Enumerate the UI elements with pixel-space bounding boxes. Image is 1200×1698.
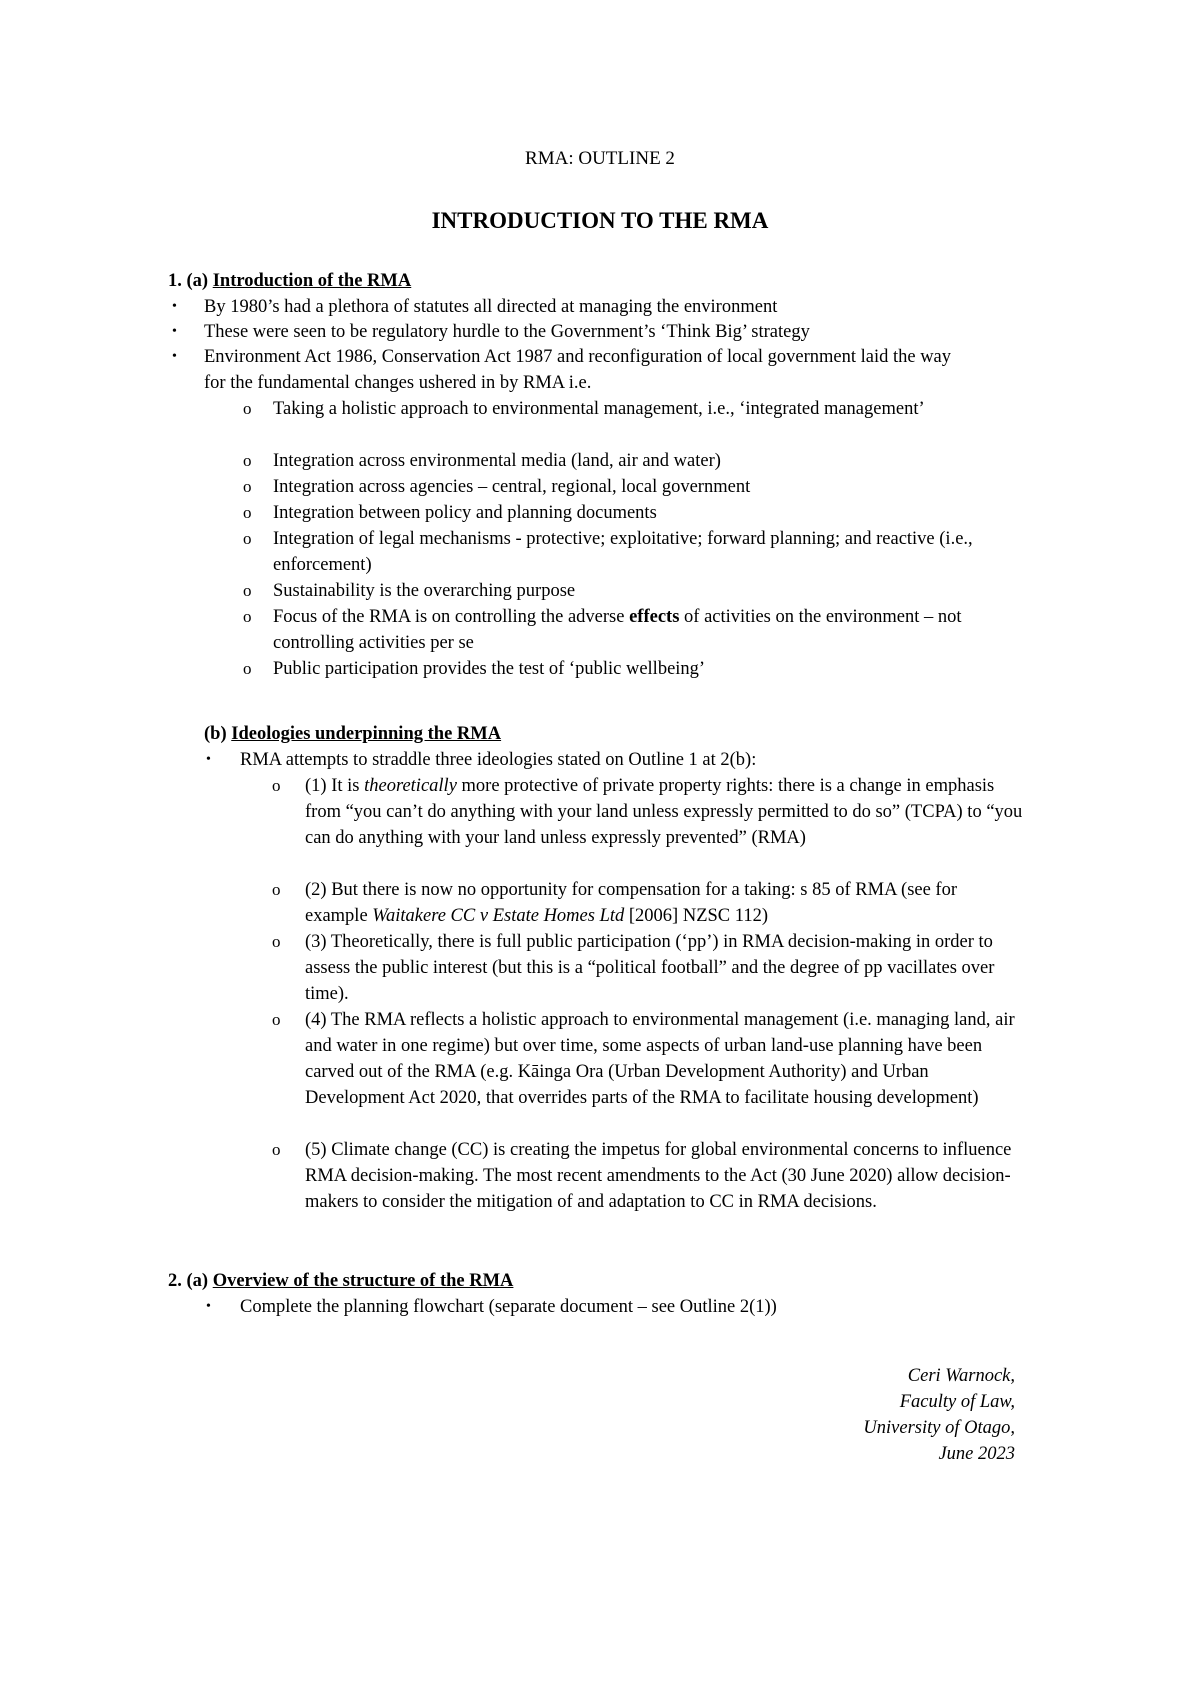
bullet-marker: • xyxy=(172,349,177,364)
author-faculty: Faculty of Law, xyxy=(899,1392,1015,1412)
section-number: 2. (a) xyxy=(168,1271,209,1291)
bullet-marker: • xyxy=(172,324,177,339)
bullet-text: Complete the planning flowchart (separate document – see Outline 2(1)) xyxy=(240,1297,777,1317)
sub-item-text: Integration between policy and planning documents xyxy=(273,503,657,523)
author-university: University of Otago, xyxy=(863,1418,1015,1438)
bullet-text: Environment Act 1986, Conservation Act 1987 and reconfiguration of local government laid the way for the fundamental changes ushered in by RMA i.e. xyxy=(204,347,952,393)
section-2a-heading xyxy=(168,1268,513,1294)
sub-marker: o xyxy=(243,659,252,678)
case-citation: Waitakere CC v Estate Homes Ltd xyxy=(372,906,625,926)
document-date: June 2023 xyxy=(938,1444,1015,1464)
sub-marker: o xyxy=(272,1140,281,1159)
bullet-text: By 1980’s had a plethora of statutes all directed at managing the environment xyxy=(204,297,778,317)
section-title: Ideologies underpinning the RMA xyxy=(231,724,502,744)
text-run: (1) It is xyxy=(305,776,360,796)
section-number: 1. (a) xyxy=(168,271,209,291)
sub-marker: o xyxy=(243,607,252,626)
sub-marker: o xyxy=(243,451,252,470)
document-header: RMA: OUTLINE 2 xyxy=(525,148,675,169)
sub-item-text: Integration of legal mechanisms - protective; exploitative; forward planning; and reactive (i.e., enforcement) xyxy=(273,529,973,575)
section-title: Overview of the structure of the RMA xyxy=(212,1271,514,1291)
text-run: (2) But there is now no opportunity for compensation for a taking: s 85 of RMA (see for example xyxy=(305,880,958,926)
section-1b-heading xyxy=(204,721,501,747)
sub-marker: o xyxy=(243,399,252,418)
sub-marker: o xyxy=(272,880,281,899)
sub-item-text: (3) Theoretically, there is full public participation (‘pp’) in RMA decision-making in order to assess the public interest (but this is a “political football” and the degree of pp vacillates over time). xyxy=(305,932,995,1004)
bullet-marker: • xyxy=(172,299,177,314)
sub-item-text: (5) Climate change (CC) is creating the impetus for global environmental concerns to influence RMA decision-making. The most recent amendments to the Act (30 June 2020) allow decision-makers to consider the mitigation of and adaptation to CC in RMA decisions. xyxy=(305,1140,1012,1212)
sub-marker: o xyxy=(243,503,252,522)
sub-item-text: Taking a holistic approach to environmental management, i.e., ‘integrated management’ xyxy=(273,399,925,419)
text-run: of activities on the environment – not controlling activities per se xyxy=(273,607,962,653)
bullet-text: These were seen to be regulatory hurdle to the Government’s ‘Think Big’ strategy xyxy=(204,322,810,342)
text-run: more protective of private property rights: there is a change in emphasis from “you can’t do anything with your land unless expressly permitted to do so” (TCPA) to “you can do anything with your land unless expressly prevented” (RMA) xyxy=(305,776,1023,848)
section-title: Introduction of the RMA xyxy=(212,271,412,291)
sub-marker: o xyxy=(272,776,281,795)
sub-marker: o xyxy=(243,581,252,600)
emphasis-theoretically: theoretically xyxy=(364,776,457,796)
sub-marker: o xyxy=(243,477,252,496)
sub-marker: o xyxy=(272,1010,281,1029)
sub-item-text: Integration across agencies – central, regional, local government xyxy=(273,477,751,497)
sub-item-text: Integration across environmental media (land, air and water) xyxy=(273,451,721,471)
bullet-marker: • xyxy=(206,1299,211,1314)
sub-item-text xyxy=(305,773,1025,851)
text-run: Focus of the RMA is on controlling the adverse xyxy=(273,607,625,627)
sub-item-text xyxy=(305,877,1005,929)
section-1a-heading xyxy=(168,268,411,294)
sub-item-text xyxy=(273,604,973,656)
emphasis-effects: effects xyxy=(629,607,680,627)
sub-marker: o xyxy=(272,932,281,951)
author-name: Ceri Warnock, xyxy=(907,1366,1015,1386)
bullet-marker: • xyxy=(206,752,211,767)
section-number: (b) xyxy=(204,724,227,744)
sub-marker: o xyxy=(243,529,252,548)
bullet-text: RMA attempts to straddle three ideologies stated on Outline 1 at 2(b): xyxy=(240,750,757,770)
sub-item-text: Public participation provides the test of ‘public wellbeing’ xyxy=(273,659,706,679)
document-title: INTRODUCTION TO THE RMA xyxy=(431,208,769,233)
text-run: [2006] NZSC 112) xyxy=(628,906,768,926)
sub-item-text: Sustainability is the overarching purpose xyxy=(273,581,576,601)
sub-item-text: (4) The RMA reflects a holistic approach to environmental management (i.e. managing land, air and water in one regime) but over time, some aspects of urban land-use planning have been carved out of the RMA (e.g. Kāinga Ora (Urban Development Authority) and Urban Development Act 2020, that overrides parts of the RMA to facilitate housing development) xyxy=(305,1010,1015,1108)
